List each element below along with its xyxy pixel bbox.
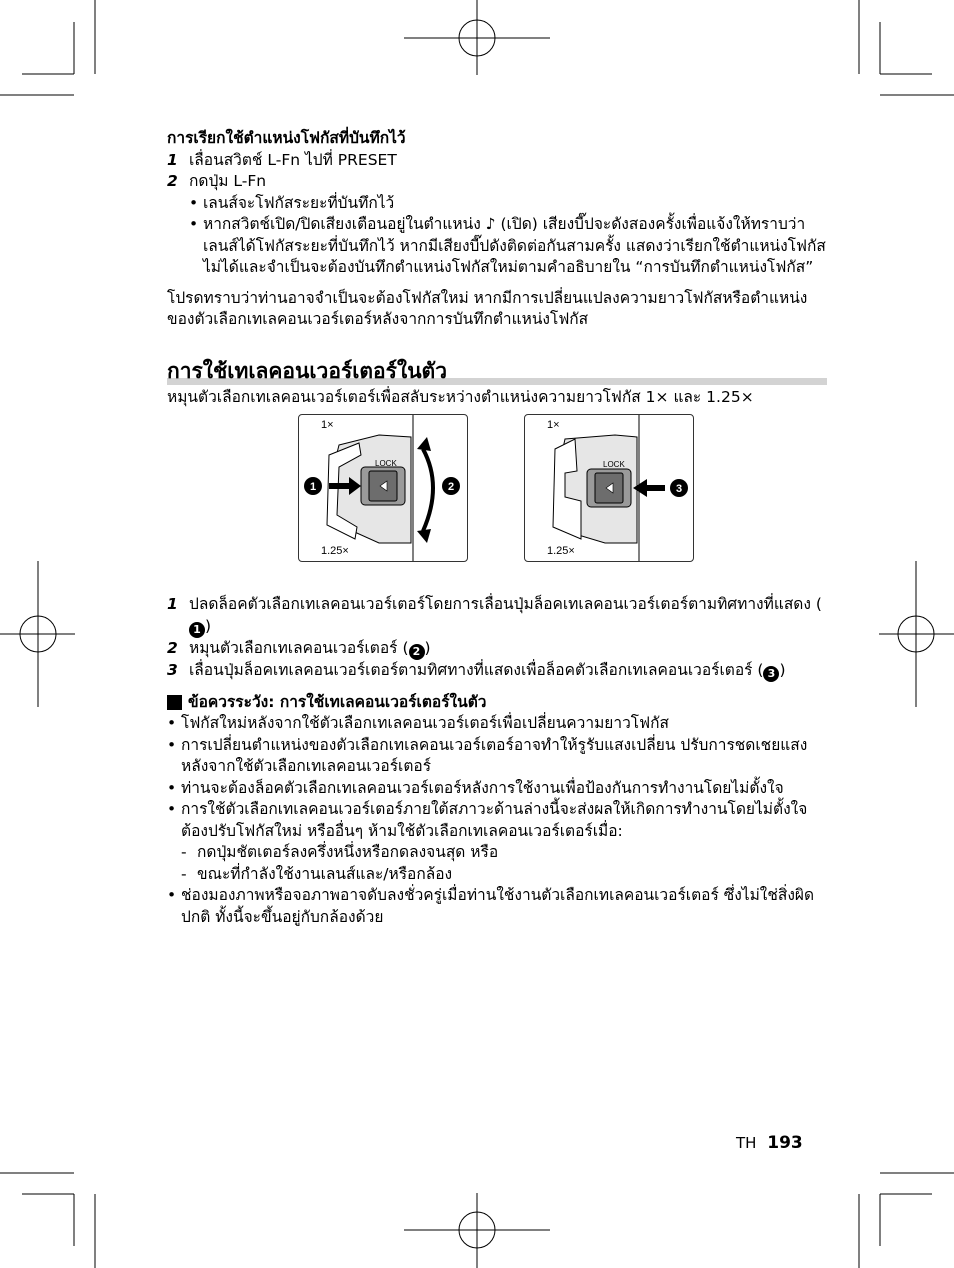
caution-square-icon: [167, 695, 182, 710]
bullet-dot: •: [189, 193, 199, 212]
step-text: เลื่อนสวิตช์ L-Fn ไปที่ PRESET: [189, 150, 397, 169]
recall-step: [167, 171, 827, 193]
lock-label: LOCK: [603, 460, 625, 469]
caution-bullet: [167, 735, 827, 778]
lock-label: LOCK: [375, 459, 397, 468]
label-125x: 1.25×: [547, 545, 575, 557]
step-ref-badge: 1: [189, 622, 205, 638]
caution-dash-item: [167, 864, 827, 886]
dash-mark: -: [181, 864, 187, 883]
bullet-text: โฟกัสใหม่หลังจากใช้ตัวเลือกเทเลคอนเวอร์เตอร์เพื่อเปลี่ยนความยาวโฟกัส: [181, 714, 669, 732]
label-1x: 1×: [321, 419, 334, 431]
bullet-text: เลนส์จะโฟกัสระยะที่บันทึกไว้: [203, 193, 395, 212]
bullet-dot: •: [167, 800, 177, 818]
caution-dash-item: [167, 842, 827, 864]
callout-3: 3: [675, 483, 683, 495]
section-title: [167, 357, 827, 387]
page-number: 193: [767, 1133, 803, 1153]
step-number: 1: [167, 150, 178, 169]
bullet-text: ช่องมองภาพหรือจอภาพอาจดับลงชั่วครู่เมื่อท่านใช้งานตัวเลือกเทเลคอนเวอร์เตอร์ ซึ่งไม่ใช่สิ่งผิดปกติ ทั้งนี้จะขึ้นอยู่กับกล้องด้วย: [181, 886, 815, 926]
teleconverter-step: 2 หมุนตัวเลือกเทเลคอนเวอร์เตอร์ ( 2 ): [167, 638, 431, 658]
dash-text: กดปุ่มชัตเตอร์ลงครึ่งหนึ่งหรือกดลงจนสุด หรือ: [197, 843, 499, 861]
bullet-dot: •: [167, 714, 177, 732]
recall-note: โปรดทราบว่าท่านอาจจำเป็นจะต้องโฟกัสใหม่ หากมีการเปลี่ยนแปลงความยาวโฟกัสหรือตำแหน่งของตัวเลือกเทเลคอนเวอร์เตอร์หลังจากการบันทึกตำแหน่งโฟกัส: [167, 288, 808, 328]
label-125x: 1.25×: [321, 545, 349, 557]
dash-mark: -: [181, 843, 187, 861]
teleconverter-steps: [167, 594, 827, 682]
page-footer: [736, 1133, 803, 1153]
bullet-dot: •: [167, 886, 177, 904]
step-ref-badge: 3: [763, 666, 779, 682]
bullet-dot: •: [167, 778, 177, 797]
bullet-text: การใช้ตัวเลือกเทเลคอนเวอร์เตอร์ภายใต้สภาวะด้านล่างนี้จะส่งผลให้เกิดการทำงานโดยไม่ตั้งใจ ต้องปรับโฟกัสใหม่ หรืออื่นๆ ห้ามใช้ตัวเลือกเทเลคอนเวอร์เตอร์เมื่อ:: [181, 800, 808, 840]
figure-unlock-rotate: [298, 414, 468, 562]
callout-1: 1: [309, 481, 317, 493]
recall-bullet: [167, 214, 827, 279]
step-number: 2: [167, 638, 178, 657]
teleconverter-step: 3 เลื่อนปุ่มล็อคเทเลคอนเวอร์เตอร์ตามทิศทางที่แสดงเพื่อล็อคตัวเลือกเทเลคอนเวอร์เตอร์ ( 3 ): [167, 660, 786, 680]
step-ref-badge: 2: [409, 644, 425, 660]
bullet-text: ท่านจะต้องล็อคตัวเลือกเทเลคอนเวอร์เตอร์หลังการใช้งานเพื่อป้องกันการทำงานโดยไม่ตั้งใจ: [181, 778, 784, 797]
caution-bullet: [167, 713, 827, 735]
caution-bullet: [167, 885, 827, 928]
step-number: 2: [167, 172, 178, 190]
caution-title-text: ข้อควรระวัง: การใช้เทเลคอนเวอร์เตอร์ในตัว: [188, 692, 487, 711]
recall-heading: การเรียกใช้ตำแหน่งโฟกัสที่บันทึกไว้: [167, 129, 406, 147]
page-content: [167, 128, 827, 928]
teleconverter-step: 1 ปลดล็อคตัวเลือกเทเลคอนเวอร์เตอร์โดยการเลื่อนปุ่มล็อคเทเลคอนเวอร์เตอร์ตามทิศทางที่แสดง (1 ): [167, 595, 822, 636]
step-text: ปลดล็อคตัวเลือกเทเลคอนเวอร์เตอร์โดยการเลื่อนปุ่มล็อคเทเลคอนเวอร์เตอร์ตามทิศทางที่แสดง: [189, 595, 811, 613]
callout-2: 2: [447, 481, 455, 493]
recall-bullet: [167, 193, 827, 215]
label-1x: 1×: [547, 419, 560, 431]
step-text: หมุนตัวเลือกเทเลคอนเวอร์เตอร์: [189, 638, 398, 657]
step-text: กดปุ่ม L-Fn: [189, 172, 267, 190]
step-number: 3: [167, 660, 178, 679]
language-code: TH: [736, 1134, 757, 1152]
caution-heading: [167, 692, 827, 714]
caution-bullet: [167, 778, 827, 800]
dash-text: ขณะที่กำลังใช้งานเลนส์และ/หรือกล้อง: [197, 864, 453, 883]
bullet-text: หากสวิตช์เปิด/ปิดเสียงเตือนอยู่ในตำแหน่ง ♪ (เปิด) เสียงบี๊ปจะดังสองครั้งเพื่อแจ้งให้ทราบว่าเลนส์ได้โฟกัสระยะที่บันทึกไว้ หากมีเสียงบี๊ปดังติดต่อกันสามครั้ง แสดงว่าเรียกใช้ตำแหน่งโฟกัสไม่ได้และจำเป็นจะต้องบันทึกตำแหน่งโฟกัสใหม่ตามคำอธิบายใน “การบันทึกตำแหน่งโฟกัส”: [203, 215, 826, 276]
caution-bullet: [167, 799, 827, 842]
bullet-dot: •: [189, 215, 199, 233]
bullet-text: การเปลี่ยนตำแหน่งของตัวเลือกเทเลคอนเวอร์เตอร์อาจทำให้รูรับแสงเปลี่ยน ปรับการชดเชยแสงหลังจากใช้ตัวเลือกเทเลคอนเวอร์เตอร์: [181, 735, 808, 775]
recall-step: [167, 150, 827, 172]
step-number: 1: [167, 595, 178, 613]
step-text: เลื่อนปุ่มล็อคเทเลคอนเวอร์เตอร์ตามทิศทางที่แสดงเพื่อล็อคตัวเลือกเทเลคอนเวอร์เตอร์: [189, 660, 753, 679]
section-title-text: การใช้เทเลคอนเวอร์เตอร์ในตัว: [167, 358, 447, 383]
bullet-dot: •: [167, 735, 177, 754]
teleconverter-figures: [167, 414, 827, 594]
figure-lock: [524, 414, 694, 562]
teleconverter-intro: หมุนตัวเลือกเทเลคอนเวอร์เตอร์เพื่อสลับระหว่างตำแหน่งความยาวโฟกัส 1× และ 1.25×: [167, 387, 754, 406]
